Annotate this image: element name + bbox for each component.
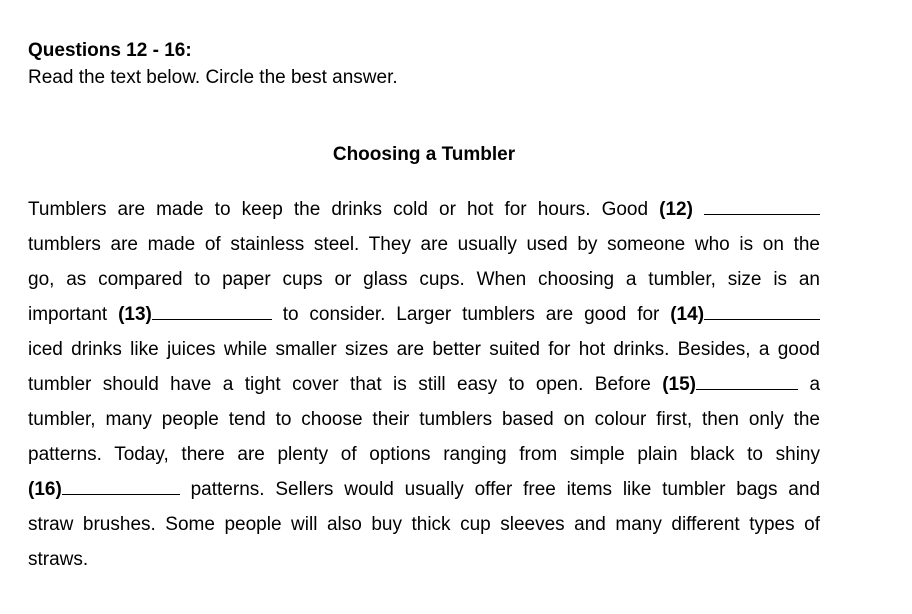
question-number-14: (14) xyxy=(670,304,705,325)
answer-blank-12[interactable] xyxy=(704,196,820,215)
question-number-12: (12) xyxy=(659,199,693,220)
passage-line xyxy=(28,370,820,405)
passage-line xyxy=(28,335,820,370)
passage-line xyxy=(28,545,820,580)
questions-heading: Questions 12 - 16: xyxy=(28,40,192,61)
passage-text: important xyxy=(28,304,108,325)
passage-text: straws. xyxy=(28,549,89,570)
question-number-13: (13) xyxy=(118,304,152,325)
passage-line xyxy=(28,510,820,545)
passage-body xyxy=(28,195,820,580)
answer-blank-15[interactable] xyxy=(696,371,798,390)
passage-text: tumblers are made of stainless steel. They are usually used by someone who is on the xyxy=(28,234,820,255)
passage-text: a xyxy=(809,374,821,395)
passage-line xyxy=(28,195,820,230)
answer-blank-14[interactable] xyxy=(704,301,820,320)
passage-text: tumbler, many people tend to choose their tumblers based on colour first, then only the xyxy=(28,409,820,430)
passage-text: straw brushes. Some people will also buy thick cup sleeves and many different types of xyxy=(28,514,820,535)
answer-blank-16[interactable] xyxy=(62,476,180,495)
passage-text: patterns. Sellers would usually offer free items like tumbler bags and xyxy=(190,479,821,500)
passage-text: iced drinks like juices while smaller sizes are better suited for hot drinks. Besides, a good xyxy=(28,339,820,360)
passage-text: Tumblers are made to keep the drinks cold or hot for hours. Good xyxy=(28,199,649,220)
passage-text: tumbler should have a tight cover that is still easy to open. Before xyxy=(28,374,651,395)
question-number-16: (16) xyxy=(28,479,62,500)
passage-text: to consider. Larger tumblers are good for xyxy=(282,304,660,325)
instruction-text: Read the text below. Circle the best answer. xyxy=(28,67,398,88)
passage-line xyxy=(28,265,820,300)
passage-text: patterns. Today, there are plenty of options ranging from simple plain black to shiny xyxy=(28,444,820,465)
passage-line xyxy=(28,300,820,335)
passage-title: Choosing a Tumbler xyxy=(332,144,516,165)
passage-line xyxy=(28,440,820,475)
passage-line xyxy=(28,475,820,510)
passage-line xyxy=(28,230,820,265)
answer-blank-13[interactable] xyxy=(152,301,272,320)
passage-text: go, as compared to paper cups or glass cups. When choosing a tumbler, size is an xyxy=(28,269,820,290)
question-number-15: (15) xyxy=(662,374,697,395)
passage-line xyxy=(28,405,820,440)
